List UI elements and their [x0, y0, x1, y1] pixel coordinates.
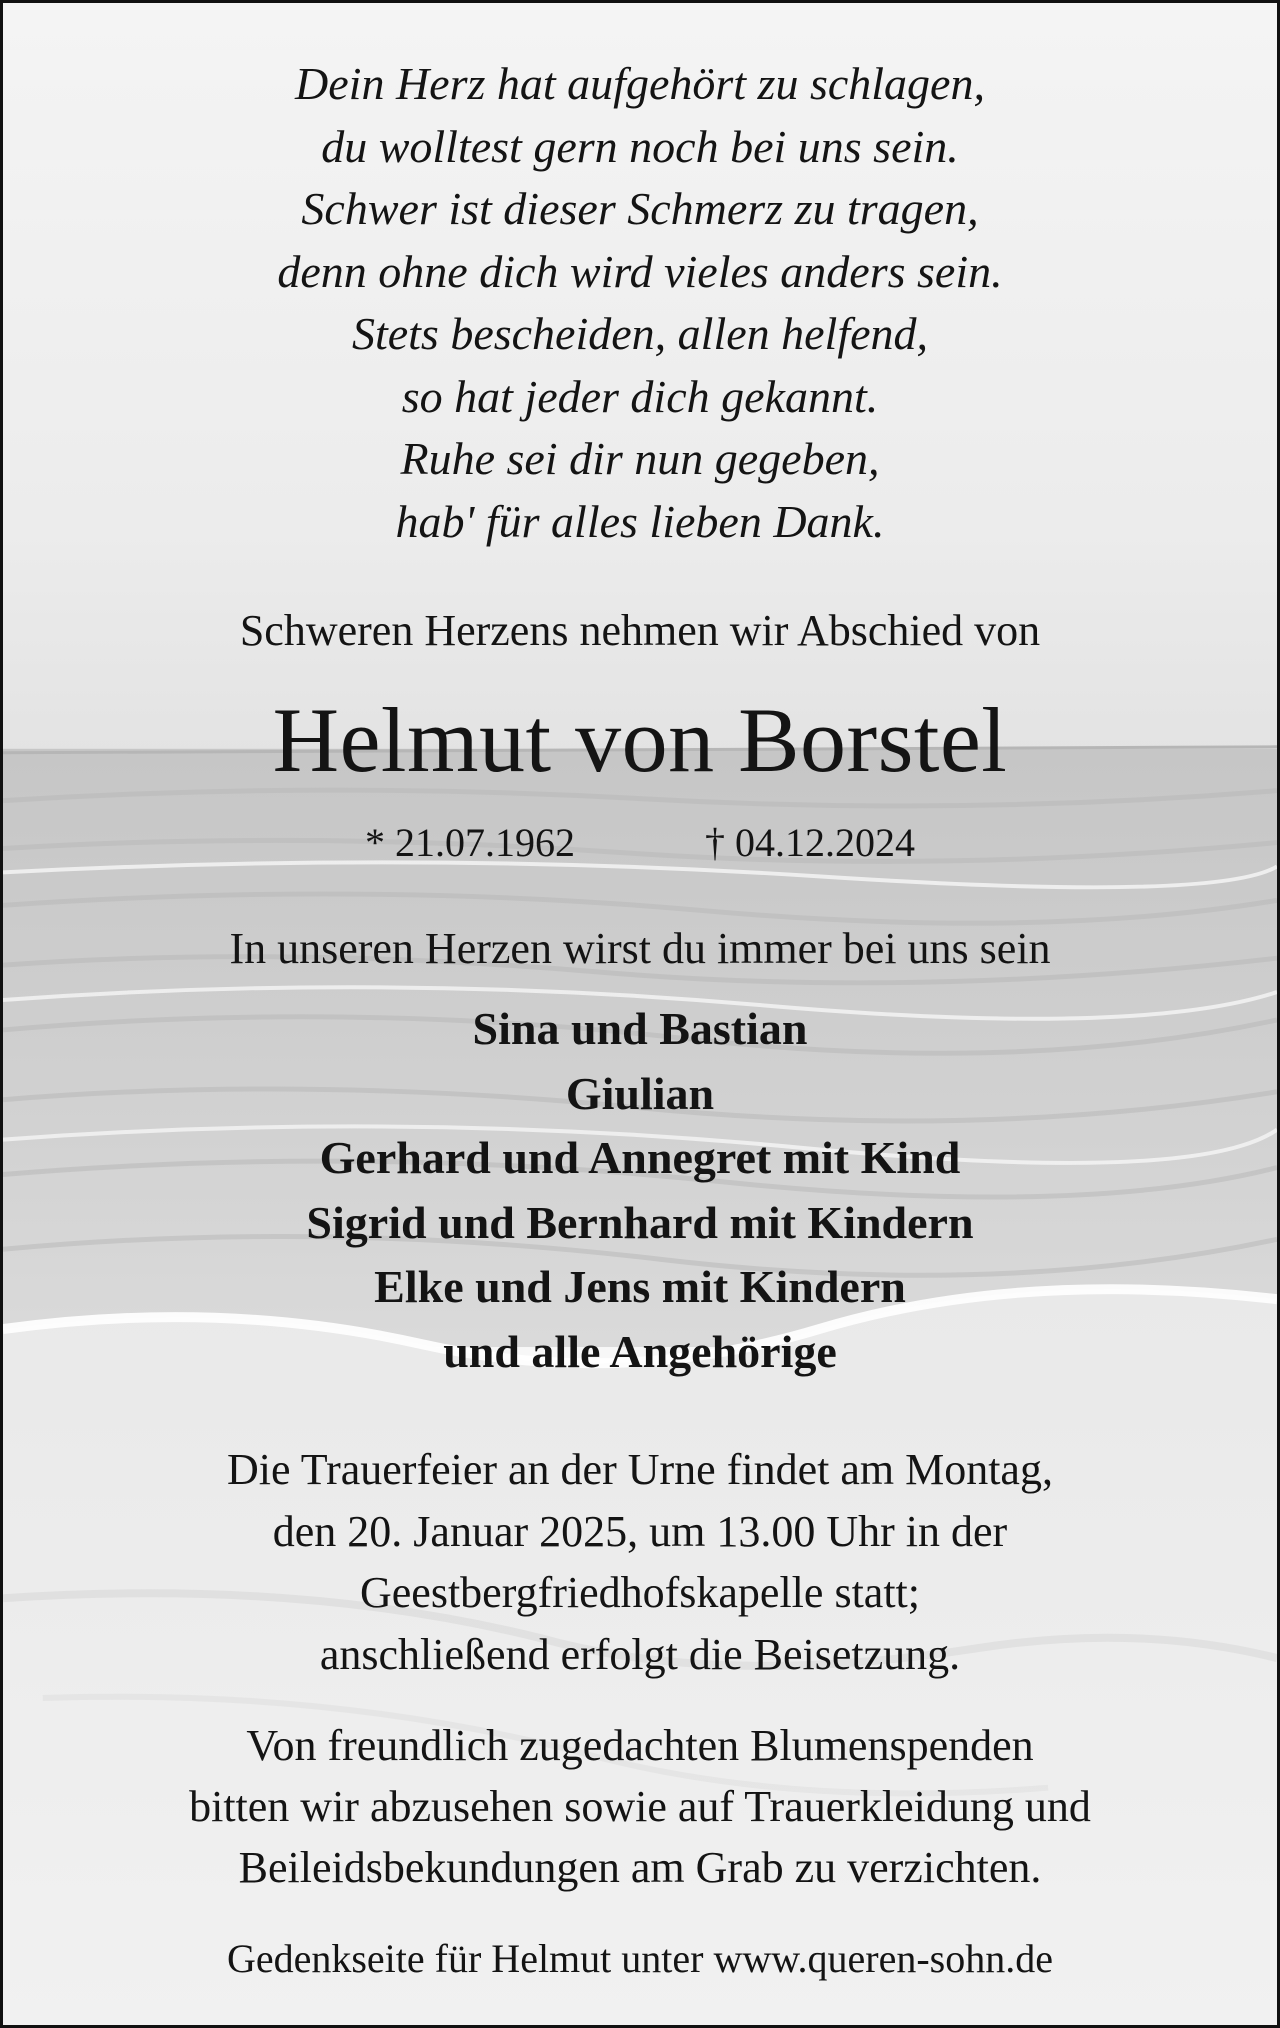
- mourner-entry: Elke und Jens mit Kindern: [374, 1261, 906, 1313]
- mourner-entry: Sina und Bastian: [472, 1003, 808, 1054]
- mourner-entry: Gerhard und Annegret mit Kind: [319, 1132, 961, 1184]
- mourner-entry: Sigrid und Bernhard mit Kindern: [306, 1196, 974, 1248]
- deceased-name: Helmut von Borstel: [272, 689, 1008, 791]
- ceremony-line: Geestbergfriedhofskapelle statt;: [360, 1568, 920, 1617]
- ceremony-line: anschließend erfolgt die Beisetzung.: [319, 1629, 961, 1679]
- ceremony-line: den 20. Januar 2025, um 13.00 Uhr in der: [272, 1506, 1008, 1556]
- flowers-line: Beileidsbekundungen am Grab zu verzichten.: [238, 1843, 1042, 1892]
- life-dates: [3, 815, 1277, 871]
- poem-line: Schwer ist dieser Schmerz zu tragen,: [301, 183, 979, 234]
- poem-line: hab' für alles lieben Dank.: [395, 495, 885, 547]
- ceremony-line: Die Trauerfeier an der Urne findet am Montag,: [227, 1445, 1053, 1494]
- flowers-notice: [3, 1715, 1277, 1898]
- poem-line: Dein Herz hat aufgehört zu schlagen,: [295, 58, 985, 109]
- mourners-list: [3, 997, 1277, 1385]
- flowers-line: bitten wir abzusehen sowie auf Trauerkleidung und: [189, 1782, 1091, 1831]
- farewell-intro: Schweren Herzens nehmen wir Abschied von: [239, 606, 1041, 655]
- flowers-line: Von freundlich zugedachten Blumenspenden: [246, 1721, 1034, 1770]
- mourner-entry: und alle Angehörige: [443, 1325, 837, 1377]
- poem-line: Stets bescheiden, allen helfend,: [351, 308, 929, 359]
- poem-line: du wolltest gern noch bei uns sein.: [321, 120, 959, 172]
- birth-date: * 21.07.1962: [365, 820, 575, 865]
- memory-line: In unseren Herzen wirst du immer bei uns sein: [229, 924, 1051, 973]
- poem-line: Ruhe sei dir nun gegeben,: [400, 433, 880, 484]
- death-date: † 04.12.2024: [705, 820, 915, 865]
- poem-line: so hat jeder dich gekannt.: [401, 370, 879, 422]
- ceremony-info: [3, 1439, 1277, 1685]
- poem: [3, 53, 1277, 553]
- memorial-website: Gedenkseite für Helmut unter www.queren-sohn.de: [226, 1936, 1054, 1981]
- mourner-entry: Giulian: [565, 1067, 715, 1119]
- poem-line: denn ohne dich wird vieles anders sein.: [277, 245, 1003, 297]
